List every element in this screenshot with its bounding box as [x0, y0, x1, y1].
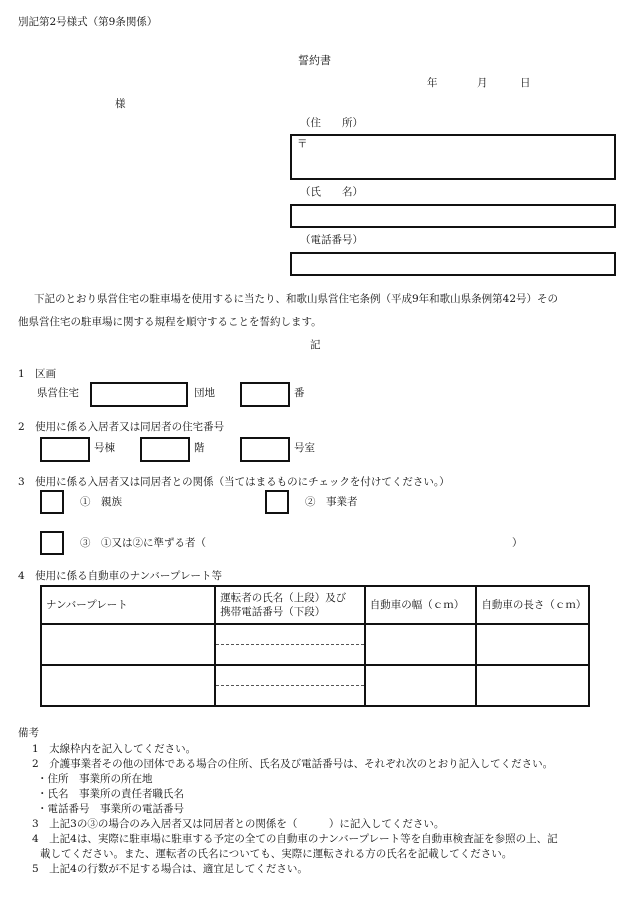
relation-family-label: ① 親族: [80, 496, 122, 508]
form-label: 別記第2号様式（第9条関係）: [18, 16, 158, 28]
remark-item: ・氏名 事業所の責任者職氏名: [37, 788, 184, 800]
phone-field[interactable]: [290, 252, 616, 276]
col-driver-line2: 携帯電話番号（下段）: [220, 606, 326, 618]
col-number-plate: ナンバープレート: [41, 586, 215, 624]
relation-business-checkbox[interactable]: [265, 490, 289, 514]
address-label: （住 所）: [300, 117, 363, 129]
date-day-label: 日: [520, 77, 531, 89]
section3-heading: 3 使用に係る入居者又は同居者との関係（当てはまるものにチェックを付けてください。）: [18, 476, 450, 488]
table-row: [41, 624, 589, 665]
driver-cell[interactable]: [215, 624, 364, 665]
parking-number-field[interactable]: [240, 382, 290, 407]
floor-field[interactable]: [140, 437, 190, 462]
remark-item: 4 上記4は、実際に駐車場に駐車する予定の全ての自動車のナンバープレート等を自動車検査証を参照の上、記: [32, 833, 558, 845]
section1-heading: 1 区画: [18, 368, 57, 380]
length-cell[interactable]: [476, 665, 589, 706]
remark-item: 1 太線枠内を記入してください。: [32, 743, 197, 755]
address-field[interactable]: [290, 134, 616, 180]
remark-item: 2 介護事業者その他の団体である場合の住所、氏名及び電話番号は、それぞれ次のとおり記入してください。: [32, 758, 554, 770]
remark-item: ・電話番号 事業所の電話番号: [37, 803, 184, 815]
statement-line-2: 他県営住宅の駐車場に関する規程を順守することを誓約します。: [18, 316, 322, 328]
document-title: 誓約書: [298, 54, 331, 67]
relation-equivalent-label: ③ ①又は②に準ずる者（: [80, 537, 206, 549]
section2-heading: 2 使用に係る入居者又は同居者の住宅番号: [18, 421, 225, 433]
driver-cell[interactable]: [215, 665, 364, 706]
goshitsu-label: 号室: [294, 442, 315, 454]
relation-equivalent-close: ）: [512, 537, 523, 549]
date-year-label: 年: [427, 77, 438, 89]
ban-label: 番: [294, 387, 305, 399]
phone-label: （電話番号）: [300, 234, 363, 246]
name-field[interactable]: [290, 204, 616, 228]
remark-item: 載してください。また、運転者の氏名についても、実際に運転される方の氏名を記載してください。: [40, 848, 513, 860]
danchi-label: 団地: [194, 387, 215, 399]
table-header-row: [41, 586, 589, 624]
col-vehicle-length: 自動車の長さ（ｃｍ）: [476, 586, 589, 624]
col-vehicle-width: 自動車の幅（ｃｍ）: [365, 586, 477, 624]
relation-family-checkbox[interactable]: [40, 490, 64, 514]
building-number-field[interactable]: [40, 437, 90, 462]
col-driver-line1: 運転者の氏名（上段）及び: [220, 591, 347, 604]
vehicle-table: [40, 585, 590, 707]
remark-item: ・住所 事業所の所在地: [37, 773, 153, 785]
date-month-label: 月: [477, 77, 488, 89]
width-cell[interactable]: [365, 624, 477, 665]
name-label: （氏 名）: [300, 186, 363, 198]
section1-prefix: 県営住宅: [37, 387, 79, 399]
goto-label: 号棟: [94, 442, 115, 454]
remarks-heading: 備考: [18, 727, 39, 739]
ki-label: 記: [310, 339, 321, 351]
length-cell[interactable]: [476, 624, 589, 665]
width-cell[interactable]: [365, 665, 477, 706]
number-plate-cell[interactable]: [41, 624, 215, 665]
relation-business-label: ② 事業者: [305, 496, 358, 508]
remark-item: 3 上記3の③の場合のみ入居者又は同居者との関係を（ ）に記入してください。: [32, 818, 445, 830]
col-driver: [215, 586, 364, 624]
room-number-field[interactable]: [240, 437, 290, 462]
kai-label: 階: [194, 442, 205, 454]
section4-heading: 4 使用に係る自動車のナンバープレート等: [18, 570, 222, 582]
remark-item: 5 上記4の行数が不足する場合は、適宜足してください。: [32, 863, 308, 875]
relation-equivalent-checkbox[interactable]: [40, 531, 64, 555]
danchi-name-field[interactable]: [90, 382, 188, 407]
table-row: [41, 665, 589, 706]
number-plate-cell[interactable]: [41, 665, 215, 706]
postal-mark: 〒: [297, 138, 308, 150]
addressee-suffix: 様: [115, 98, 126, 110]
statement-line-1: 下記のとおり県営住宅の駐車場を使用するに当たり、和歌山県営住宅条例（平成9年和歌山県条例第42号）その: [34, 293, 559, 305]
